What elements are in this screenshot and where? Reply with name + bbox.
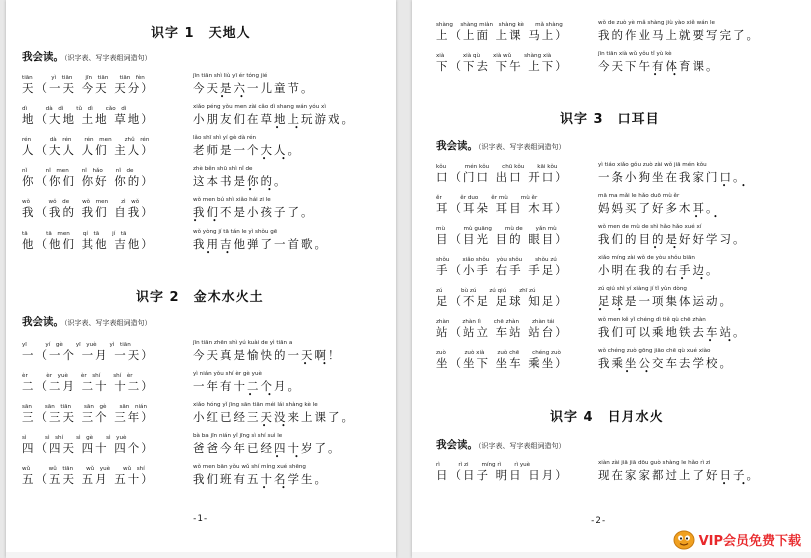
emphasis-dots: • • (694, 213, 724, 221)
word-row: 口（门口 出口 开口） (436, 170, 569, 184)
sentence: 今天下午有体育课。 (598, 59, 720, 73)
page-number: -2- (590, 516, 607, 526)
word-pinyin: tiān yì tiān jīn tiān tiān fèn (22, 75, 145, 81)
sentence-pinyin: jīn tiān shì liù yī ér tóng jié (193, 73, 268, 79)
word-row: 目（目光 目的 眼目） (436, 232, 569, 246)
word-row: 我（我的 我们 自我） (22, 205, 155, 219)
sentence-pinyin: wǒ de zuò yè mǎ shàng jiù yào xiě wán le (598, 20, 715, 26)
word-row: 天（一天 今天 天分） (22, 81, 155, 95)
word-row: 足（不足 足球 知足） (436, 294, 569, 308)
word-pinyin: kǒu mén kǒu chū kǒu kāi kǒu (436, 164, 558, 170)
emphasis-dots: • • (248, 391, 278, 399)
emphasis-dots: • • (598, 306, 628, 314)
word-pinyin: nǐ nǐ men nǐ hǎo nǐ de (22, 168, 134, 174)
word-row: 耳（耳朵 耳目 木耳） (436, 201, 569, 215)
sentence-pinyin: zhè běn shū shì nǐ de (193, 166, 253, 172)
lesson-title: 识字 3 口耳目 (560, 112, 660, 127)
sentence-pinyin: zú qiú shì yí xiàng jí tǐ yùn dòng (598, 286, 687, 292)
word-pinyin: yī yí gè yī yuè yì tiān (22, 342, 131, 348)
mascot-icon (672, 527, 696, 551)
emphasis-dots: • • (708, 337, 738, 345)
sentence-pinyin: jīn tiān zhēn shì yú kuài de yì tiān a (193, 340, 293, 346)
sentence: 今天是六一儿童节。 (193, 81, 315, 95)
word-row: 他（他们 其他 吉他） (22, 237, 155, 251)
word-row: 五（五天 五月 五十） (22, 472, 155, 486)
sentence: 我们可以乘地铁去车站。 (598, 325, 747, 339)
sentence: 现在家家都过上了好日子。 (598, 468, 760, 482)
emphasis-dots: • • (193, 217, 223, 225)
word-row: 你（你们 你好 你的） (22, 174, 155, 188)
word-pinyin: zú bù zú zú qiú zhī zú (436, 288, 536, 294)
emphasis-dots: • • (262, 155, 292, 163)
sentence: 今天真是愉快的一天啊！ (193, 348, 342, 362)
vip-badge-label: VIP会员免费下载 (698, 533, 801, 549)
emphasis-dots: • • (220, 93, 250, 101)
word-row: 日（日子 明日 日月） (436, 468, 569, 482)
lesson-title: 识字 1 天地人 (151, 26, 251, 41)
word-pinyin: mù mù guāng mù de yǎn mù (436, 226, 557, 232)
sentence: 这本书是你的。 (193, 174, 288, 188)
word-row: 手（小手 右手 手足） (436, 263, 569, 277)
word-row: 二（二月 二十 十二） (22, 379, 155, 393)
lesson-title: 识字 4 日月水火 (550, 410, 664, 425)
sentence-pinyin: yì nián yǒu shí èr gè yuè (193, 371, 262, 377)
word-pinyin: shǒu xiǎo shǒu yòu shǒu shǒu zú (436, 257, 557, 263)
sentence-pinyin: wǒ men de mù de shì hǎo hǎo xué xí (598, 224, 702, 230)
word-pinyin: rén dà rén rén men zhǔ rén (22, 137, 150, 143)
page-1 (6, 0, 396, 558)
emphasis-dots: • • (625, 368, 655, 376)
emphasis-dots: • • (653, 244, 683, 252)
word-pinyin: rì rì zi míng rì rì yuè (436, 462, 531, 468)
emphasis-dots: • • (653, 71, 683, 79)
word-row: 三（三天 三个 三年） (22, 410, 155, 424)
sentence-pinyin: wǒ chéng zuò gōng jiāo chē qù xué xiào (598, 348, 711, 354)
sentence: 我们的目的是好好学习。 (598, 232, 747, 246)
word-pinyin: tā tā men qí tā jí tā (22, 231, 127, 237)
page-number: -1- (192, 514, 209, 524)
word-pinyin: zuò zuò xià zuò chē chéng zuò (436, 350, 561, 356)
word-pinyin: dì dà dì tǔ dì cǎo dì (22, 106, 127, 112)
sentence: 小朋友们在草地上玩游戏。 (193, 112, 355, 126)
vip-download-badge[interactable] (668, 526, 805, 552)
page-2 (412, 0, 811, 558)
sentence: 我用吉他弹了一首歌。 (193, 237, 328, 251)
word-pinyin: xià xià qù xià wǔ shàng xià (436, 53, 552, 59)
lesson-intro: 我会读。（识字表、写字表组词造句） (22, 316, 152, 328)
word-row: 人（大人 人们 主人） (22, 143, 155, 157)
lesson-intro: 我会读。（识字表、写字表组词造句） (436, 140, 566, 152)
word-row: 站（站立 车站 站台） (436, 325, 569, 339)
word-pinyin: èr èr yuè èr shí shí èr (22, 373, 133, 379)
sentence-pinyin: xiǎo péng yǒu men zài cǎo dì shang wán yóu xì (193, 104, 326, 110)
word-pinyin: sān sān tiān sān gè sān nián (22, 404, 148, 410)
lesson-intro: 我会读。（识字表、写字表组词造句） (436, 439, 566, 451)
word-pinyin: wǔ wǔ tiān wǔ yuè wǔ shí (22, 466, 145, 472)
sentence-pinyin: wǒ men kě yǐ chéng dì tiě qù chē zhàn (598, 317, 706, 323)
sentence-pinyin: jīn tiān xià wǔ yǒu tǐ yù kè (598, 51, 672, 57)
sentence-pinyin: wǒ yòng jí tā tán le yì shǒu gē (193, 229, 278, 235)
emphasis-dots: • • (722, 480, 752, 488)
page-footer (412, 552, 811, 558)
word-pinyin: zhàn zhàn lì chē zhàn zhàn tái (436, 319, 555, 325)
emphasis-dots: • • (248, 186, 278, 194)
word-pinyin: ěr ěr duo ěr mù mù ěr (436, 195, 538, 201)
sentence: 足球是一项集体运动。 (598, 294, 733, 308)
sentence-pinyin: xiǎo hóng yǐ jīng sān tiān méi lái shàng kè le (193, 402, 318, 408)
word-row: 一（一个 一月 一天） (22, 348, 155, 362)
emphasis-dots: • • (275, 453, 305, 461)
word-pinyin: sì sì shí sì gè sì yuè (22, 435, 127, 441)
sentence: 我的作业马上就要写完了。 (598, 28, 760, 42)
lesson-title: 识字 2 金木水火土 (136, 290, 264, 305)
word-row: 四（四天 四十 四个） (22, 441, 155, 455)
sentence: 一年有十二个月。 (193, 379, 301, 393)
sentence: 我们班有五十名学生。 (193, 472, 328, 486)
sentence-pinyin: mā ma mǎi le hǎo duō mù ěr (598, 193, 680, 199)
emphasis-dots: • • (262, 484, 292, 492)
sentence: 我们不是小孩子了。 (193, 205, 315, 219)
sentence-pinyin: yì tiáo xiǎo gǒu zuò zài wǒ jiā mén kǒu (598, 162, 707, 168)
sentence: 妈妈买了好多木耳。 (598, 201, 720, 215)
sentence-pinyin: xiàn zài jiā jiā dōu guò shàng le hǎo rì zi (598, 460, 711, 466)
word-row: 地（大地 土地 草地） (22, 112, 155, 126)
sentence: 小红已经三天没来上课了。 (193, 410, 355, 424)
sentence-pinyin: xiǎo míng zài wǒ de yòu shǒu biān (598, 255, 695, 261)
sentence-pinyin: lǎo shī shì yí gè dà rén (193, 135, 257, 141)
word-row: 下（下去 下午 上下） (436, 59, 569, 73)
sentence: 老师是一个大人。 (193, 143, 301, 157)
word-row: 上（上面 上课 马上） (436, 28, 569, 42)
sentence: 小明在我的右手边。 (598, 263, 720, 277)
sentence-pinyin: wǒ men bān yǒu wǔ shí míng xué shēng (193, 464, 306, 470)
emphasis-dots: • • (206, 249, 236, 257)
word-pinyin: shàng shàng miàn shàng kè mǎ shàng (436, 22, 563, 28)
emphasis-dots: • • (275, 124, 305, 132)
word-row: 坐（坐下 坐车 乘坐） (436, 356, 569, 370)
emphasis-dots: • • (680, 275, 710, 283)
sentence: 爸爸今年已经四十岁了。 (193, 441, 342, 455)
sentence-pinyin: wǒ men bú shì xiǎo hái zi le (193, 197, 271, 203)
lesson-intro: 我会读。（识字表、写字表组词造句） (22, 51, 152, 63)
emphasis-dots: • • (722, 182, 752, 190)
sentence: 我乘坐公交车去学校。 (598, 356, 733, 370)
page-footer (6, 552, 396, 558)
emphasis-dots: • • (262, 422, 292, 430)
word-pinyin: wǒ wǒ de wǒ men zì wǒ (22, 199, 140, 205)
sentence-pinyin: bà ba jīn nián yǐ jīng sì shí suì le (193, 433, 283, 439)
emphasis-dots: • • (303, 360, 333, 368)
sentence: 一条小狗坐在我家门口。 (598, 170, 747, 184)
